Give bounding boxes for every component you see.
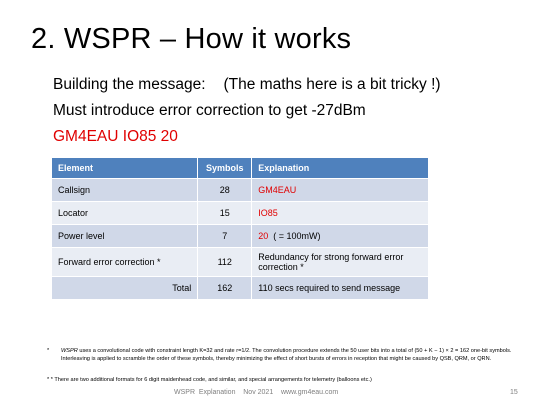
cell-explanation (252, 225, 429, 248)
power-value: 20 (258, 231, 269, 241)
footnote-mark: * (47, 348, 50, 354)
header-explanation: Explanation (252, 158, 429, 179)
wspr-message-table (52, 158, 429, 299)
cell-symbols: 7 (198, 225, 252, 248)
cell-element: Locator (52, 202, 198, 225)
slide-title: 2. WSPR – How it works (31, 23, 352, 55)
header-symbols: Symbols (198, 158, 252, 179)
building-message-line (53, 75, 441, 95)
cell-explanation: 110 secs required to send message (252, 277, 429, 300)
cell-element: Forward error correction * (52, 248, 198, 277)
maths-note: (The maths here is a bit tricky !) (223, 76, 441, 93)
cell-element: Power level (52, 225, 198, 248)
table-row-fec (52, 248, 429, 277)
cell-explanation: GM4EAU (252, 179, 429, 202)
table-header-row (52, 158, 429, 179)
footnote-text (61, 347, 519, 363)
cell-explanation: Redundancy for strong forward error correction * (252, 248, 429, 277)
building-message-label: Building the message: (53, 76, 206, 93)
header-element: Element (52, 158, 198, 179)
cell-element: Total (52, 277, 198, 300)
table-row-total (52, 277, 429, 300)
cell-symbols: 28 (198, 179, 252, 202)
cell-symbols: 112 (198, 248, 252, 277)
table-row-power (52, 225, 429, 248)
page-number: 15 (510, 389, 518, 396)
cell-element: Callsign (52, 179, 198, 202)
cell-explanation: IO85 (252, 202, 429, 225)
error-correction-line: Must introduce error correction to get -27dBm (53, 102, 366, 119)
power-note: ( = 100mW) (268, 231, 321, 241)
footnote-body: uses a convolutional code with constraint length K=32 and rate r=1/2. The convolution procedure extends the 50 user bits into a total of (50 + K − 1) × 2 = 162 one-bit symbols. Interleaving is applied to scramble the order of these symbols, thereby minimizing the effect of short bursts of errors in reception that might be caused by QSB, QRM, or QRN. (61, 348, 512, 362)
footnote-term: WSPR (61, 348, 78, 354)
table-row-callsign (52, 179, 429, 202)
cell-symbols: 15 (198, 202, 252, 225)
table-row-locator (52, 202, 429, 225)
footer-text: WSPR Explanation Nov 2021 www.gm4eau.com (174, 389, 339, 396)
example-message: GM4EAU IO85 20 (53, 128, 178, 145)
footnote-formats: * * There are two additional formats for 6 digit maidenhead code, and similar, and special arrangements for telemetry (balloons etc.) (47, 377, 372, 383)
cell-symbols: 162 (198, 277, 252, 300)
